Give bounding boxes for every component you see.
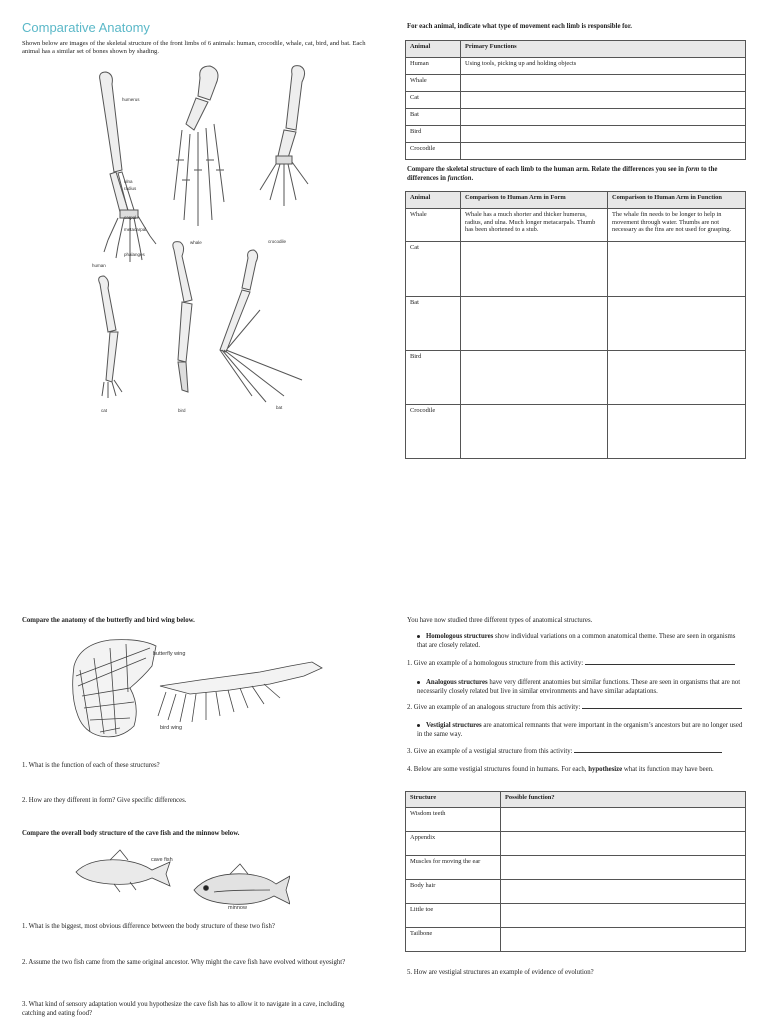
crocodile-limb-drawing	[260, 66, 308, 206]
function-cell[interactable]	[461, 75, 746, 92]
animal-cell: Bat	[406, 297, 461, 351]
possible-function-cell[interactable]	[501, 856, 746, 880]
label-phalanges: phalanges	[124, 252, 145, 257]
label-humerus: humerus	[122, 97, 140, 102]
intro-text: Shown below are images of the skeletal structure of the front limbs of 6 animals: human, crocodile, whale, cat, bird, and bat. Each animal has a similar set of bones shown by shading.	[22, 40, 366, 55]
bird-wing-drawing	[158, 662, 322, 722]
form-cell[interactable]	[461, 242, 608, 297]
homologous-bullet: Homologous structures show individual variations on a common anatomical theme. These are seen in organisms that are closely related.	[417, 633, 736, 649]
table-row	[406, 143, 746, 160]
form-cell[interactable]	[461, 351, 608, 405]
function-cell[interactable]	[461, 92, 746, 109]
possible-function-cell[interactable]	[501, 880, 746, 904]
answer-line[interactable]	[574, 752, 722, 753]
table-row	[406, 242, 746, 297]
label-carpal: carpal	[124, 215, 137, 220]
analogous-question: 2. Give an example of an analogous structure from this activity:	[407, 704, 742, 713]
table-row	[406, 856, 746, 880]
function-cell[interactable]	[461, 126, 746, 143]
animal-cell: Cat	[406, 92, 461, 109]
butterfly-heading: Compare the anatomy of the butterfly and bird wing below.	[22, 617, 195, 624]
label-cat: cat	[101, 408, 108, 413]
table3-header-structure: Structure	[406, 792, 501, 808]
bat-limb-drawing	[220, 250, 302, 402]
cat-limb-drawing	[99, 276, 122, 398]
answer-line[interactable]	[582, 708, 742, 709]
label-crocodile: crocodile	[268, 239, 287, 244]
animal-cell: Cat	[406, 242, 461, 297]
answer-line[interactable]	[585, 664, 735, 665]
minnow-drawing	[194, 864, 290, 904]
comparison-table	[405, 191, 746, 459]
table-row	[406, 58, 746, 75]
butterfly-wing-drawing	[73, 640, 156, 737]
function-cell[interactable]: Using tools, picking up and holding objects	[461, 58, 746, 75]
table2-instruction: Compare the skeletal structure of each limb to the human arm. Relate the differences you see in form to the differences in function.	[407, 166, 718, 182]
animal-cell: Crocodile	[406, 143, 461, 160]
function-cell[interactable]: The whale fin needs to be longer to help in movement through water. Thumbs are not necessary as the fins are not used for grasping.	[608, 209, 746, 242]
label-butterfly-wing: butterfly wing	[153, 651, 186, 657]
table3-header-function: Possible function?	[501, 792, 746, 808]
animal-cell: Crocodile	[406, 405, 461, 459]
structure-cell: Little toe	[406, 904, 501, 928]
label-ulna: ulna	[124, 179, 133, 184]
table-row	[406, 880, 746, 904]
animal-cell: Bird	[406, 351, 461, 405]
label-minnow: minnow	[228, 905, 247, 911]
possible-function-cell[interactable]	[501, 832, 746, 856]
movement-table	[405, 40, 746, 160]
animal-cell: Bird	[406, 126, 461, 143]
label-human: human	[92, 263, 106, 268]
form-cell[interactable]	[461, 405, 608, 459]
whale-limb-drawing	[174, 66, 224, 226]
form-cell[interactable]	[461, 297, 608, 351]
table-row	[406, 126, 746, 143]
homologous-question: 1. Give an example of a homologous structure from this activity:	[407, 660, 735, 669]
label-bird: bird	[178, 408, 186, 413]
table-row	[406, 75, 746, 92]
bullet-icon	[417, 635, 420, 638]
bullet-icon	[417, 724, 420, 727]
table1-header-animal: Animal	[406, 41, 461, 58]
function-cell[interactable]	[461, 109, 746, 126]
function-cell[interactable]	[608, 242, 746, 297]
evolution-question: 5. How are vestigial structures an example of evidence of evolution?	[407, 969, 594, 976]
function-cell[interactable]	[461, 143, 746, 160]
butterfly-question-2: 2. How are they different in form? Give specific differences.	[22, 797, 187, 804]
table-row	[406, 297, 746, 351]
table-row	[406, 92, 746, 109]
label-whale: whale	[190, 240, 202, 245]
table-row	[406, 109, 746, 126]
bullet-icon	[417, 681, 420, 684]
fish-figure	[70, 846, 290, 916]
function-cell[interactable]	[608, 297, 746, 351]
vestigial-bullet: Vestigial structures are anatomical remnants that were important in the organism’s ancestors but are no longer used in the same way.	[417, 722, 743, 738]
butterfly-question-1: 1. What is the function of each of these structures?	[22, 762, 160, 769]
table1-header-functions: Primary Functions	[461, 41, 746, 58]
vestigial-question: 3. Give an example of a vestigial structure from this activity:	[407, 748, 722, 757]
animal-cell: Human	[406, 58, 461, 75]
label-cave-fish: cave fish	[151, 857, 173, 863]
table-row	[406, 928, 746, 952]
bird-limb-drawing	[173, 242, 192, 392]
function-cell[interactable]	[608, 351, 746, 405]
label-radius: radius	[124, 186, 137, 191]
vestigial-table	[405, 791, 746, 952]
structure-cell: Tailbone	[406, 928, 501, 952]
label-metacarpal: metacarpal	[124, 227, 147, 232]
form-cell[interactable]: Whale has a much shorter and thicker humerus, radius, and ulna. Much longer metacarpals. Thumb has been shortened to a stub.	[461, 209, 608, 242]
structure-cell: Wisdom teeth	[406, 808, 501, 832]
fish-heading: Compare the overall body structure of the cave fish and the minnow below.	[22, 830, 240, 837]
table-row	[406, 351, 746, 405]
possible-function-cell[interactable]	[501, 904, 746, 928]
fish-question-2: 2. Assume the two fish came from the same original ancestor. Why might the cave fish have evolved without eyesight?	[22, 959, 346, 966]
fish-question-3: 3. What kind of sensory adaptation would you hypothesize the cave fish has to allow it to navigate in a cave, including catching and eating food?	[22, 1001, 345, 1017]
fish-question-1: 1. What is the biggest, most obvious difference between the body structure of these two fish?	[22, 923, 275, 930]
structures-intro: You have now studied three different types of anatomical structures.	[407, 617, 593, 624]
animal-cell: Whale	[406, 75, 461, 92]
label-bird-wing: bird wing	[160, 725, 183, 731]
table-row	[406, 209, 746, 242]
analogous-bullet: Analogous structures have very different anatomies but similar functions. These are seen in organisms that are not necessarily closely related but live in similar environments and have similar adaptations.	[417, 679, 741, 695]
table-row	[406, 904, 746, 928]
table-row	[406, 405, 746, 459]
structure-cell: Muscles for moving the ear	[406, 856, 501, 880]
animal-cell: Whale	[406, 209, 461, 242]
structure-cell: Appendix	[406, 832, 501, 856]
table2-header-function: Comparison to Human Arm in Function	[608, 192, 746, 209]
table1-instruction: For each animal, indicate what type of movement each limb is responsible for.	[407, 23, 632, 30]
table2-header-animal: Animal	[406, 192, 461, 209]
table2-header-form: Comparison to Human Arm in Form	[461, 192, 608, 209]
page-title: Comparative Anatomy	[22, 20, 150, 35]
hypothesize-question: 4. Below are some vestigial structures found in humans. For each, hypothesize what its function may have been.	[407, 766, 714, 773]
possible-function-cell[interactable]	[501, 808, 746, 832]
possible-function-cell[interactable]	[501, 928, 746, 952]
structure-cell: Body hair	[406, 880, 501, 904]
function-cell[interactable]	[608, 405, 746, 459]
table-row	[406, 808, 746, 832]
wings-figure	[60, 636, 350, 746]
table-row	[406, 832, 746, 856]
animal-cell: Bat	[406, 109, 461, 126]
label-bat: bat	[276, 405, 283, 410]
